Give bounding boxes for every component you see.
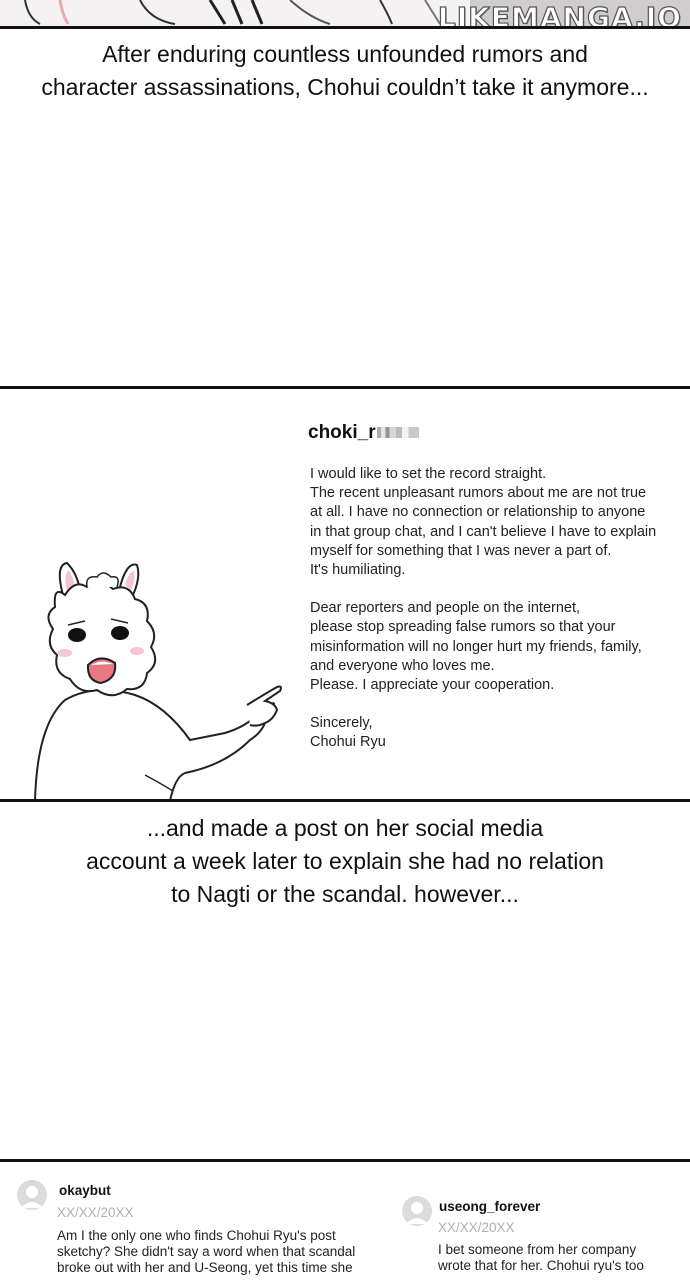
comment-date: XX/XX/20XX <box>438 1220 515 1235</box>
caption-line: ...and made a post on her social media <box>146 815 544 841</box>
post-signature-name: Chohui Ryu <box>310 734 386 751</box>
post-line: I would like to set the record straight. <box>310 466 547 482</box>
caption-top <box>0 38 690 104</box>
comment-date: XX/XX/20XX <box>57 1205 134 1220</box>
caption-middle <box>0 812 690 911</box>
post-line: at all. I have no connection or relationship to anyone <box>310 504 646 521</box>
caption-line: character assassinations, Chohui couldn’t take it anymore... <box>41 74 649 100</box>
post-line: misinformation will no longer hurt my friends, family, <box>310 638 642 655</box>
comment-line: I bet someone from her company <box>438 1242 637 1257</box>
post-signoff: Sincerely, <box>310 715 373 732</box>
comment-username[interactable]: useong_forever <box>439 1199 541 1214</box>
post-line: Please. I appreciate your cooperation. <box>310 677 555 694</box>
comment-line: wrote that for her. Chohui ryu's too <box>438 1258 644 1273</box>
post-line: and everyone who loves me. <box>310 657 495 674</box>
avatar[interactable] <box>402 1196 432 1226</box>
caption-line: account a week later to explain she had no relation <box>86 848 604 874</box>
censor-blur <box>377 427 419 438</box>
post-body <box>310 465 680 772</box>
comment-text <box>438 1242 688 1274</box>
post-line: myself for something that I was never a part of. <box>310 542 612 559</box>
user-icon <box>402 1196 432 1226</box>
caption-line: to Nagti or the scandal. however... <box>171 881 519 907</box>
alpaca-character-illustration <box>25 555 290 801</box>
post-line: in that group chat, and I can't believe I have to explain <box>310 523 657 540</box>
panel-divider <box>0 386 690 389</box>
post-paragraph <box>310 599 680 695</box>
comment-text <box>57 1228 387 1276</box>
comment-line: broke out with her and U-Seong, yet this time she <box>57 1260 353 1275</box>
post-line: Dear reporters and people on the internet, <box>310 600 581 617</box>
panel-divider <box>0 1159 690 1162</box>
comment-line: Am I the only one who finds Chohui Ryu's post <box>57 1228 336 1243</box>
panel-divider <box>0 799 690 802</box>
post-paragraph <box>310 465 680 580</box>
caption-line: After enduring countless unfounded rumors and <box>102 41 588 67</box>
avatar[interactable] <box>17 1180 47 1210</box>
comment-username[interactable]: okaybut <box>59 1183 111 1198</box>
top-panel-remnant <box>0 0 690 29</box>
post-line: The recent unpleasant rumors about me are not true <box>310 485 647 502</box>
comment-line: sketchy? She didn't say a word when that scandal <box>57 1244 356 1259</box>
watermark-logo: LIKEMANGA.IO <box>437 1 682 29</box>
post-signature <box>310 714 680 752</box>
post-line: It's humiliating. <box>310 562 406 579</box>
post-username-text: choki_r <box>308 422 376 443</box>
post-line: please stop spreading false rumors so that your <box>310 619 616 636</box>
post-username <box>308 422 419 444</box>
user-icon <box>17 1180 47 1210</box>
